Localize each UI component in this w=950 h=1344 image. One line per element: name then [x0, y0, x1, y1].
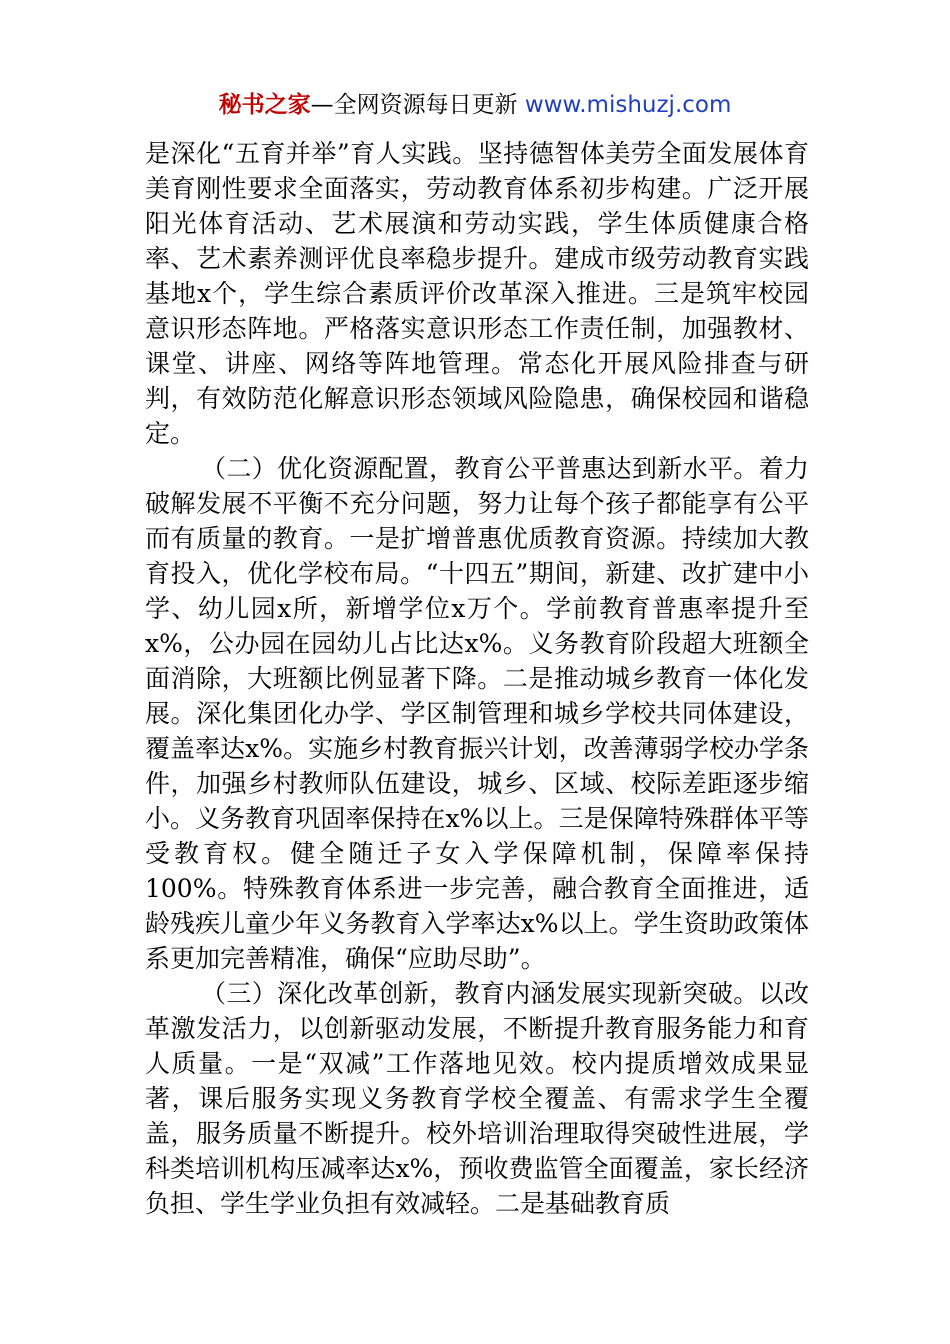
paragraph-section-two: （二）优化资源配置，教育公平普惠达到新水平。着力破解发展不平衡不充分问题，努力让每个孩子都能享有公平而有质量的教育。一是扩增普惠优质教育资源。持续加大教育投入，优化学校布局。“十四五”期间，新建、改扩建中小学、幼儿园x所，新增学位x万个。学前教育普惠率提升至x%，公办园在园幼儿占比达x%。义务教育阶段超大班额全面消除，大班额比例显著下降。二是推动城乡教育一体化发展。深化集团化办学、学区制管理和城乡学校共同体建设，覆盖率达x%。实施乡村教育振兴计划，改善薄弱学校办学条件，加强乡村教师队伍建设，城乡、区域、校际差距逐步缩小。义务教育巩固率保持在x%以上。三是保障特殊群体平等受教育权。健全随迁子女入学保障机制，保障率保持100%。特殊教育体系进一步完善，融合教育全面推进，适龄残疾儿童少年义务教育入学率达x%以上。学生资助政策体系更加完善精准，确保“应助尽助”。 — [145, 454, 809, 973]
header-slogan: —全网资源每日更新 — [310, 92, 525, 118]
document-body — [145, 136, 809, 1221]
paragraph-section-three: （三）深化改革创新，教育内涵发展实现新突破。以改革激发活力，以创新驱动发展，不断提升教育服务能力和育人质量。一是“双减”工作落地见效。校内提质增效成果显著，课后服务实现义务教育学校全覆盖、有需求学生全覆盖，服务质量不断提升。校外培训治理取得突破性进展，学科类培训机构压减率达x%，预收费监管全面覆盖，家长经济负担、学生学业负担有效减轻。二是基础教育质 — [145, 979, 809, 1218]
header-url-link[interactable]: www.mishuzj.com — [524, 92, 732, 118]
paragraph-continuation: 是深化“五育并举”育人实践。坚持德智体美劳全面发展体育美育刚性要求全面落实，劳动教育体系初步构建。广泛开展阳光体育活动、艺术展演和劳动实践，学生体质健康合格率、艺术素养测评优良率稳步提升。建成市级劳动教育实践基地x个，学生综合素质评价改革深入推进。三是筑牢校园意识形态阵地。严格落实意识形态工作责任制，加强教材、课堂、讲座、网络等阵地管理。常态化开展风险排查与研判，有效防范化解意识形态领域风险隐患，确保校园和谐稳定。 — [145, 139, 809, 448]
header-brand: 秘书之家 — [218, 92, 311, 118]
page-header — [0, 88, 950, 122]
